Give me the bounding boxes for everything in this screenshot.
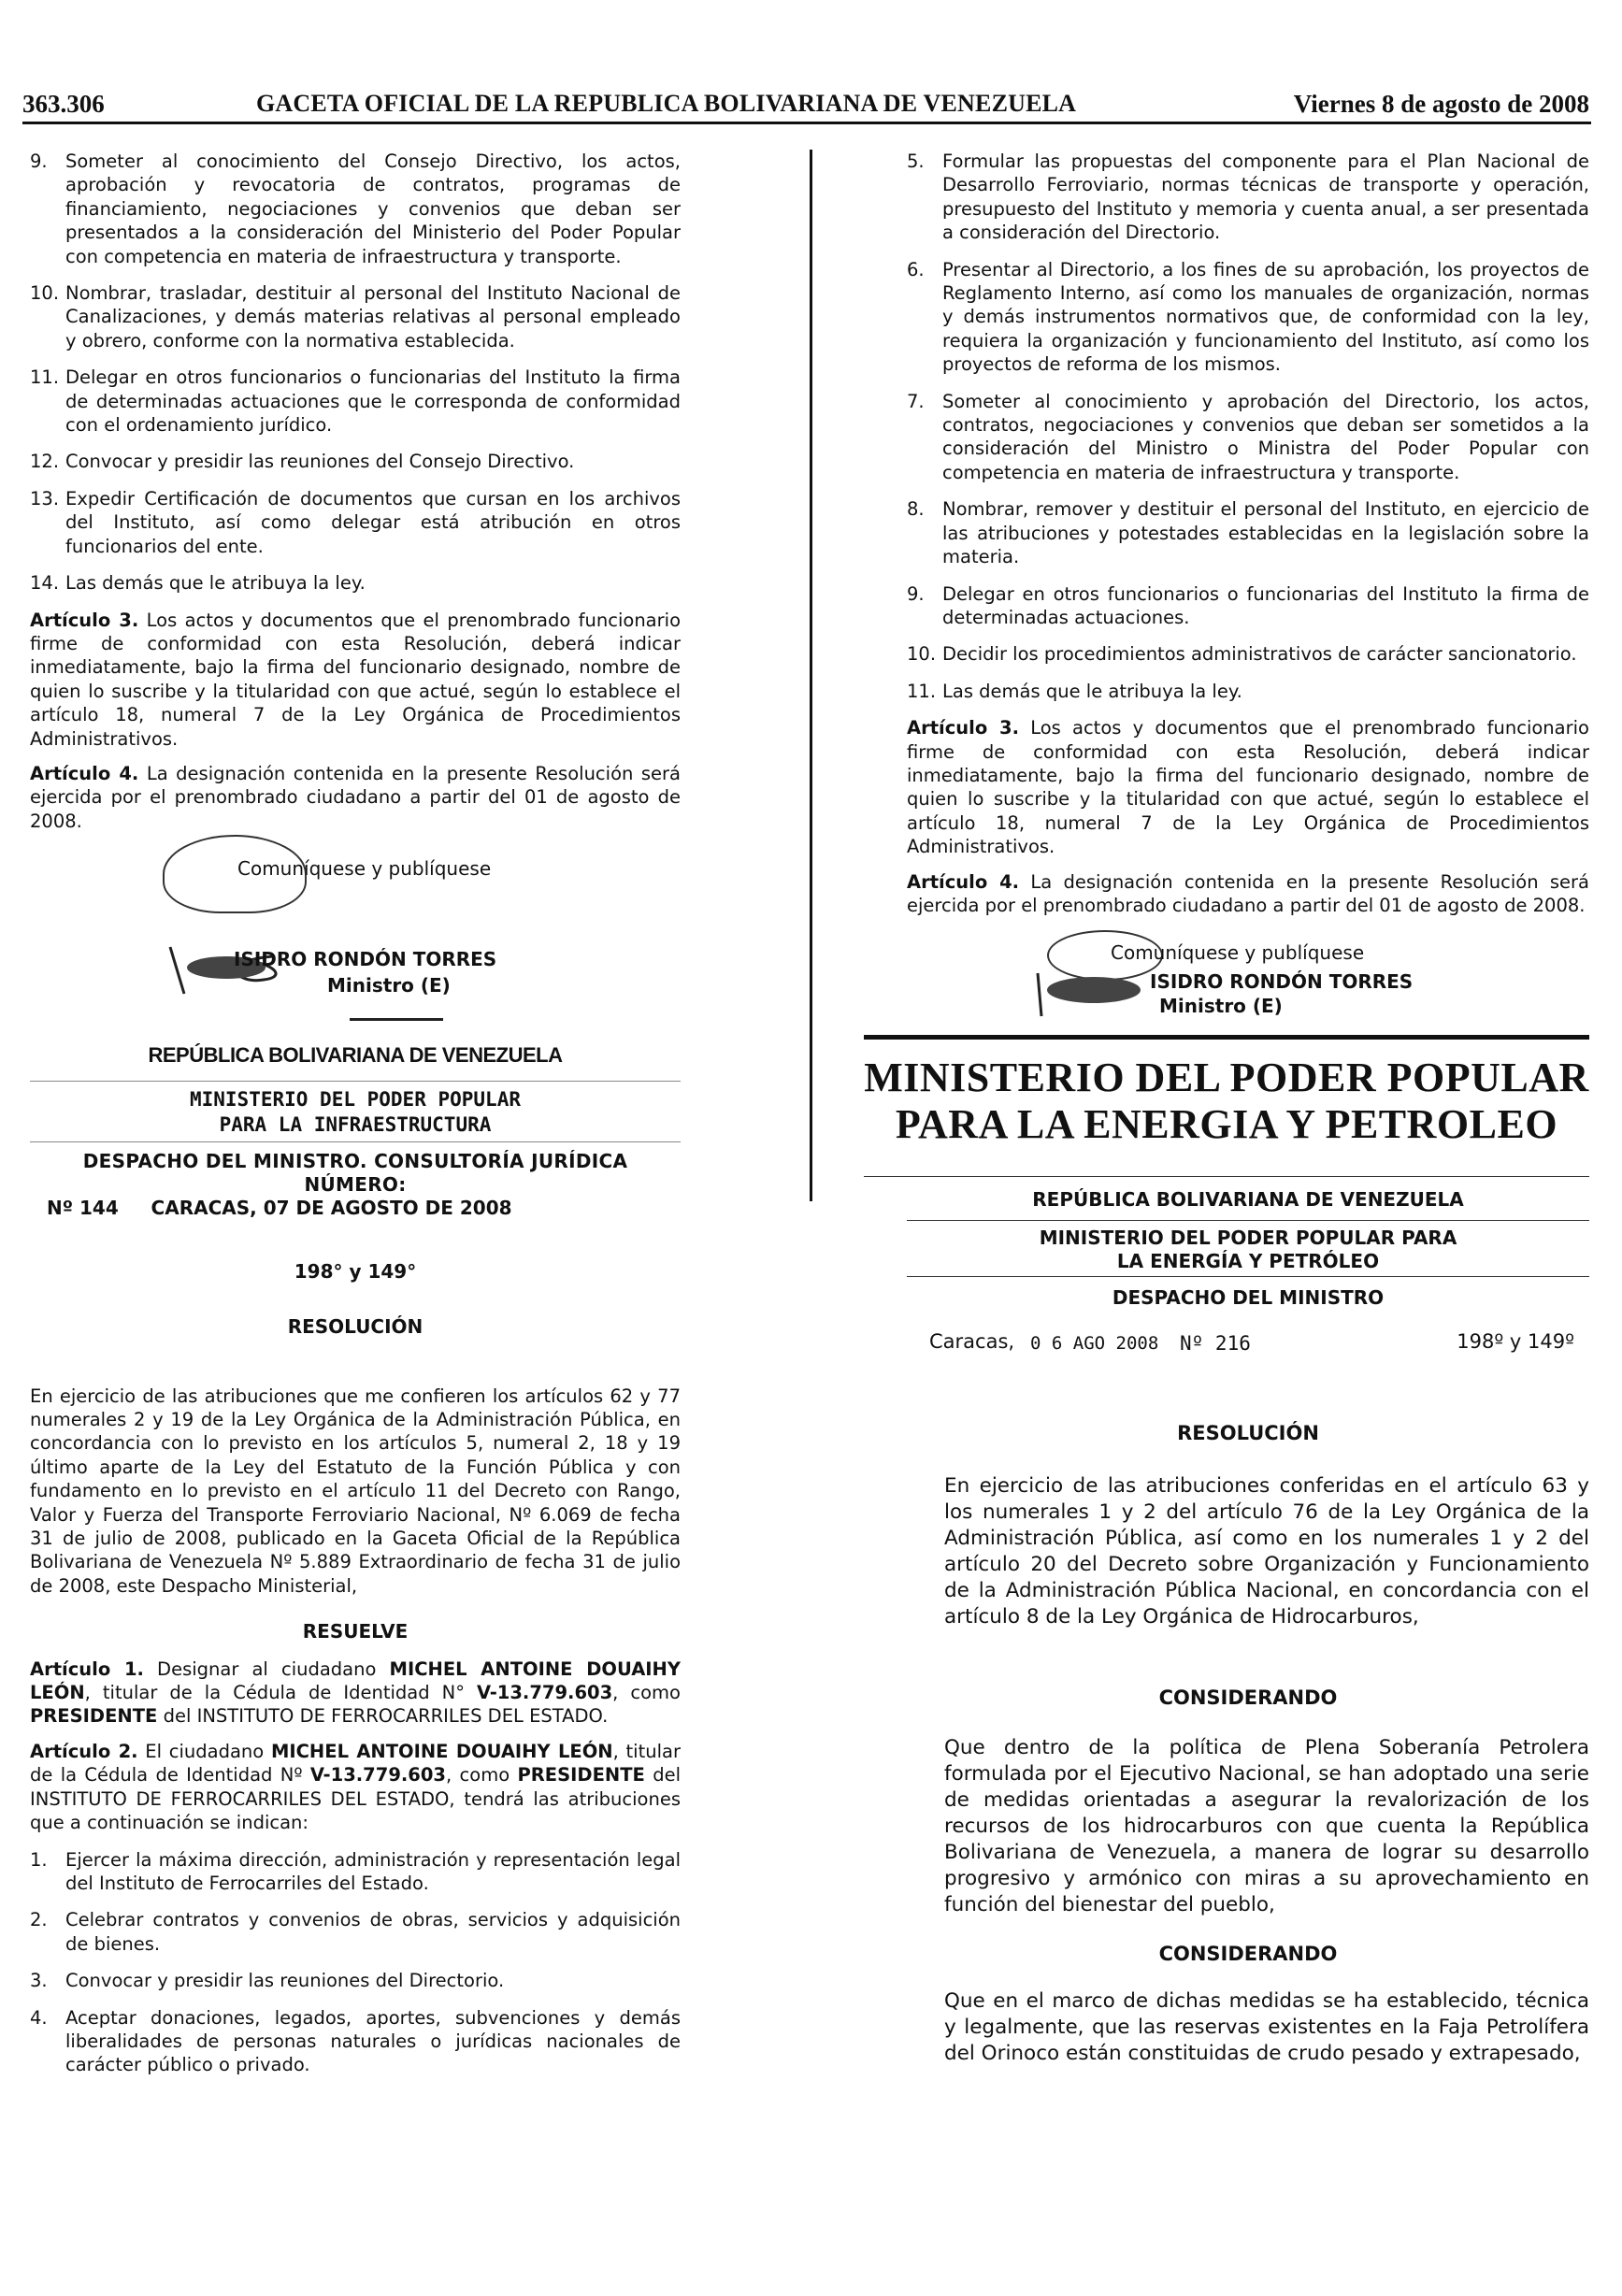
despacho-line1: DESPACHO DEL MINISTRO. CONSULTORÍA JURÍDICA NÚMERO: [82,1149,628,1196]
list-item: 8. Nombrar, remover y destituir el personal del Instituto, en ejercicio de las atribuciones y potestades establecidas en la legislación sobre la materia. [907,498,1589,568]
list-item: 13. Expedir Certificación de documentos que cursan en los archivos del Instituto, así como delegar está atribución en otros funcionarios del ente. [30,487,681,557]
list-item: 4. Aceptar donaciones, legados, aportes, subvenciones y demás liberalidades de personas naturales o jurídicas nacionales de carácter público o privado. [30,2006,681,2076]
gazette-title: GACETA OFICIAL DE LA REPUBLICA BOLIVARIANA DE VENEZUELA [256,90,1077,117]
considerando-heading-1: CONSIDERANDO [1158,1686,1338,1710]
list-item: 9. Delegar en otros funcionarios o funcionarias del Instituto la firma de determinadas actuaciones. [907,582,1589,628]
list-item: 12. Convocar y presidir las reuniones del Consejo Directivo. [30,451,575,473]
preamble: En ejercicio de las atribuciones conferidas en el artículo 63 y los numerales 1 y 2 del artículo 76 de la Ley Orgánica de la Administración Pública, así como en los numerales 1 y 2 del artículo 20 del Decreto sobre Organización y Funcionamiento de la Administración Pública Nacional, en concordancia con el artículo 8 de la Ley Orgánica de Hidrocarburos, [944,1474,1589,1629]
signer-name: ISIDRO RONDÓN TORRES [234,948,497,971]
list-item: 11. Las demás que le atribuya la ley. [907,680,1242,702]
date-stamp: 0 6 AGO 2008 [1030,1333,1159,1354]
closing-formula: Comuníquese y publíquese [1111,941,1365,965]
divider [864,1176,1589,1177]
list-item: 10. Nombrar, trasladar, destituir al personal del Instituto Nacional de Canalizaciones, y demás materias relativas al personal empleado y obrero, conforme con la normativa establecida. [30,282,681,352]
considerando-2: Que en el marco de dichas medidas se ha establecido, técnica y legalmente, que las reservas existentes en la Faja Petrolífera del Orinoco están constituidas de crudo pesado y extrapesado, [944,1989,1589,2066]
list-item: 10. Decidir los procedimientos administrativos de carácter sancionatorio. [907,643,1577,666]
resolucion-heading: RESOLUCIÓN [287,1315,423,1339]
article-3: Artículo 3. Los actos y documentos que el prenombrado funcionario firme de conformidad con esta Resolución, deberá indicar inmediatamente, bajo la firma del funcionario designado, nombre de quien lo suscribe y la titularidad con que actué, según lo establece el artículo 18, numeral 7 de la Ley Orgánica de Procedimientos Administrativos. [907,717,1589,858]
ministry-heading-line1: MINISTERIO DEL PODER POPULAR PARA [1039,1226,1457,1249]
considerando-heading-2: CONSIDERANDO [1158,1942,1338,1965]
ministry-heading-line1: MINISTERIO DEL PODER POPULAR [189,1087,521,1111]
column-separator [810,150,812,1201]
despacho-line2: Nº 144 CARACAS, 07 DE AGOSTO DE 2008 [47,1197,512,1220]
signer-name: ISIDRO RONDÓN TORRES [1150,970,1414,994]
years: 198° y 149° [294,1259,417,1283]
page-number: 363.306 [22,90,105,118]
section-rule [864,1035,1589,1040]
list-item: 9. Someter al conocimiento del Consejo Directivo, los actos, aprobación y revocatoria de contratos, programas de financiamiento, negociaciones y convenios que deban ser presentados a la consideración del Ministerio del Poder Popular con competencia en materia de infraestructura y transporte. [30,151,681,267]
article-1: Artículo 1. Designar al ciudadano MICHEL ANTOINE DOUAIHY LEÓN, titular de la Cédula de Identidad N° V-13.779.603, como PRESIDENTE del INSTITUTO DE FERROCARRILES DEL ESTADO. [30,1657,681,1728]
list-item: 7. Someter al conocimiento y aprobación del Directorio, los actos, contratos, negociaciones y convenios que deban ser sometidos a la consideración del Ministro o Ministra del Poder Popular con competencia en materia de infraestructura y transporte. [907,390,1589,483]
closing-formula: Comuníquese y publíquese [237,857,492,881]
signature-block [30,844,681,1036]
years: 198º y 149º [1457,1330,1574,1353]
ministry-heading-line2: LA ENERGÍA Y PETRÓLEO [1116,1250,1380,1273]
article-3: Artículo 3. Los actos y documentos que el prenombrado funcionario firme de conformidad con esta Resolución, deberá indicar inmediatamente, bajo la firma del funcionario designado, nombre de quien lo suscribe y la titularidad con que actué, según lo establece el artículo 18, numeral 7 de la Ley Orgánica de Procedimientos Administrativos. [30,609,681,750]
resolucion-heading: RESOLUCIÓN [1177,1422,1319,1444]
divider [30,1081,681,1082]
header-rule [22,122,1591,124]
signer-title: Ministro (E) [327,974,451,997]
article-2: Artículo 2. El ciudadano MICHEL ANTOINE DOUAIHY LEÓN, titular de la Cédula de Identidad Nº V-13.779.603, como PRESIDENTE del INSTITUTO DE FERROCARRILES DEL ESTADO, tendrá las atribuciones que a continuación se indican: [30,1740,681,1834]
divider [907,1276,1589,1277]
signature-block [907,928,1589,1022]
republic-heading: REPÚBLICA BOLIVARIANA DE VENEZUELA [1032,1188,1464,1212]
divider [30,1141,681,1142]
article-4: Artículo 4. La designación contenida en la presente Resolución será ejercida por el prenombrado ciudadano a partir del 01 de agosto de 2008. [907,870,1589,916]
list-item: 5. Formular las propuestas del componente para el Plan Nacional de Desarrollo Ferroviario, normas técnicas de transporte y operación, presupuesto del Instituto y memoria y cuenta anual, a ser presentada a consideración del Directorio. [907,151,1589,244]
list-item: 1. Ejercer la máxima dirección, administración y representación legal del Instituto de Ferrocarriles del Estado. [30,1848,681,1894]
resolution-number: Nº 216 [1180,1332,1251,1355]
preamble: En ejercicio de las atribuciones que me confieren los artículos 62 y 77 numerales 2 y 19 de la Ley Orgánica de la Administración Pública, en concordancia con lo previsto en los artículos 5, numeral 2, 18 y 19 último aparte de la Ley del Estatuto de la Función Pública y con fundamento en lo previsto en el artículo 11 del Decreto con Rango, Valor y Fuerza del Transporte Ferroviario Nacional, Nº 6.069 de fecha 31 de julio de 2008, publicado en la Gaceta Oficial de la República Bolivariana de Venezuela Nº 5.889 Extraordinario de fecha 31 de julio de 2008, este Despacho Ministerial, [30,1385,681,1597]
place-date-line [907,1330,1589,1362]
republic-heading: REPÚBLICA BOLIVARIANA DE VENEZUELA [148,1043,563,1068]
despacho-heading: DESPACHO DEL MINISTRO [1112,1285,1385,1309]
list-item: 11. Delegar en otros funcionarios o funcionarias del Instituto la firma de determinadas actuaciones que le corresponda de conformidad con el ordenamiento jurídico. [30,366,681,437]
resuelve-heading: RESUELVE [302,1620,409,1643]
signer-title: Ministro (E) [1159,995,1283,1018]
list-item: 3. Convocar y presidir las reuniones del Directorio. [30,1970,505,1992]
ministry-banner-line1: MINISTERIO DEL PODER POPULAR [864,1055,1589,1101]
article-4: Artículo 4. La designación contenida en la presente Resolución será ejercida por el prenombrado ciudadano a partir del 01 de agosto de 2008. [30,762,681,832]
list-item: 14. Las demás que le atribuya la ley. [30,572,366,595]
attributions-list-right [907,150,1589,703]
list-item: 6. Presentar al Directorio, a los fines de su aprobación, los proyectos de Reglamento Interno, así como los manuales de organización, normas y demás instrumentos normativos que, de conformidad con la ley, requiera la organización y funcionamiento del Instituto, así como los proyectos de reforma de los mismos. [907,258,1589,376]
divider [350,1018,443,1021]
ministry-heading-line2: PARA LA INFRAESTRUCTURA [219,1112,492,1136]
place: Caracas, [929,1330,1015,1353]
attributions-list-bottom [30,1848,681,2077]
issue-date: Viernes 8 de agosto de 2008 [1293,90,1589,118]
left-column [30,150,681,2090]
list-item: 2. Celebrar contratos y convenios de obras, servicios y adquisición de bienes. [30,1909,681,1955]
attributions-list-top [30,150,681,596]
ministry-banner-line2: PARA LA ENERGIA Y PETROLEO [895,1101,1558,1148]
divider [907,1220,1589,1221]
considerando-1: Que dentro de la política de Plena Soberanía Petrolera formulada por el Ejecutivo Nacional, se han adoptado una serie de medidas orientadas a asegurar la revalorización de los recursos de los hidrocarburos con que cuenta la República Bolivariana de Venezuela, a manera de lograr su desarrollo progresivo y armónico con miras a su aprovechamiento en función del bienestar del pueblo, [944,1735,1589,1916]
right-column [864,150,1589,2067]
